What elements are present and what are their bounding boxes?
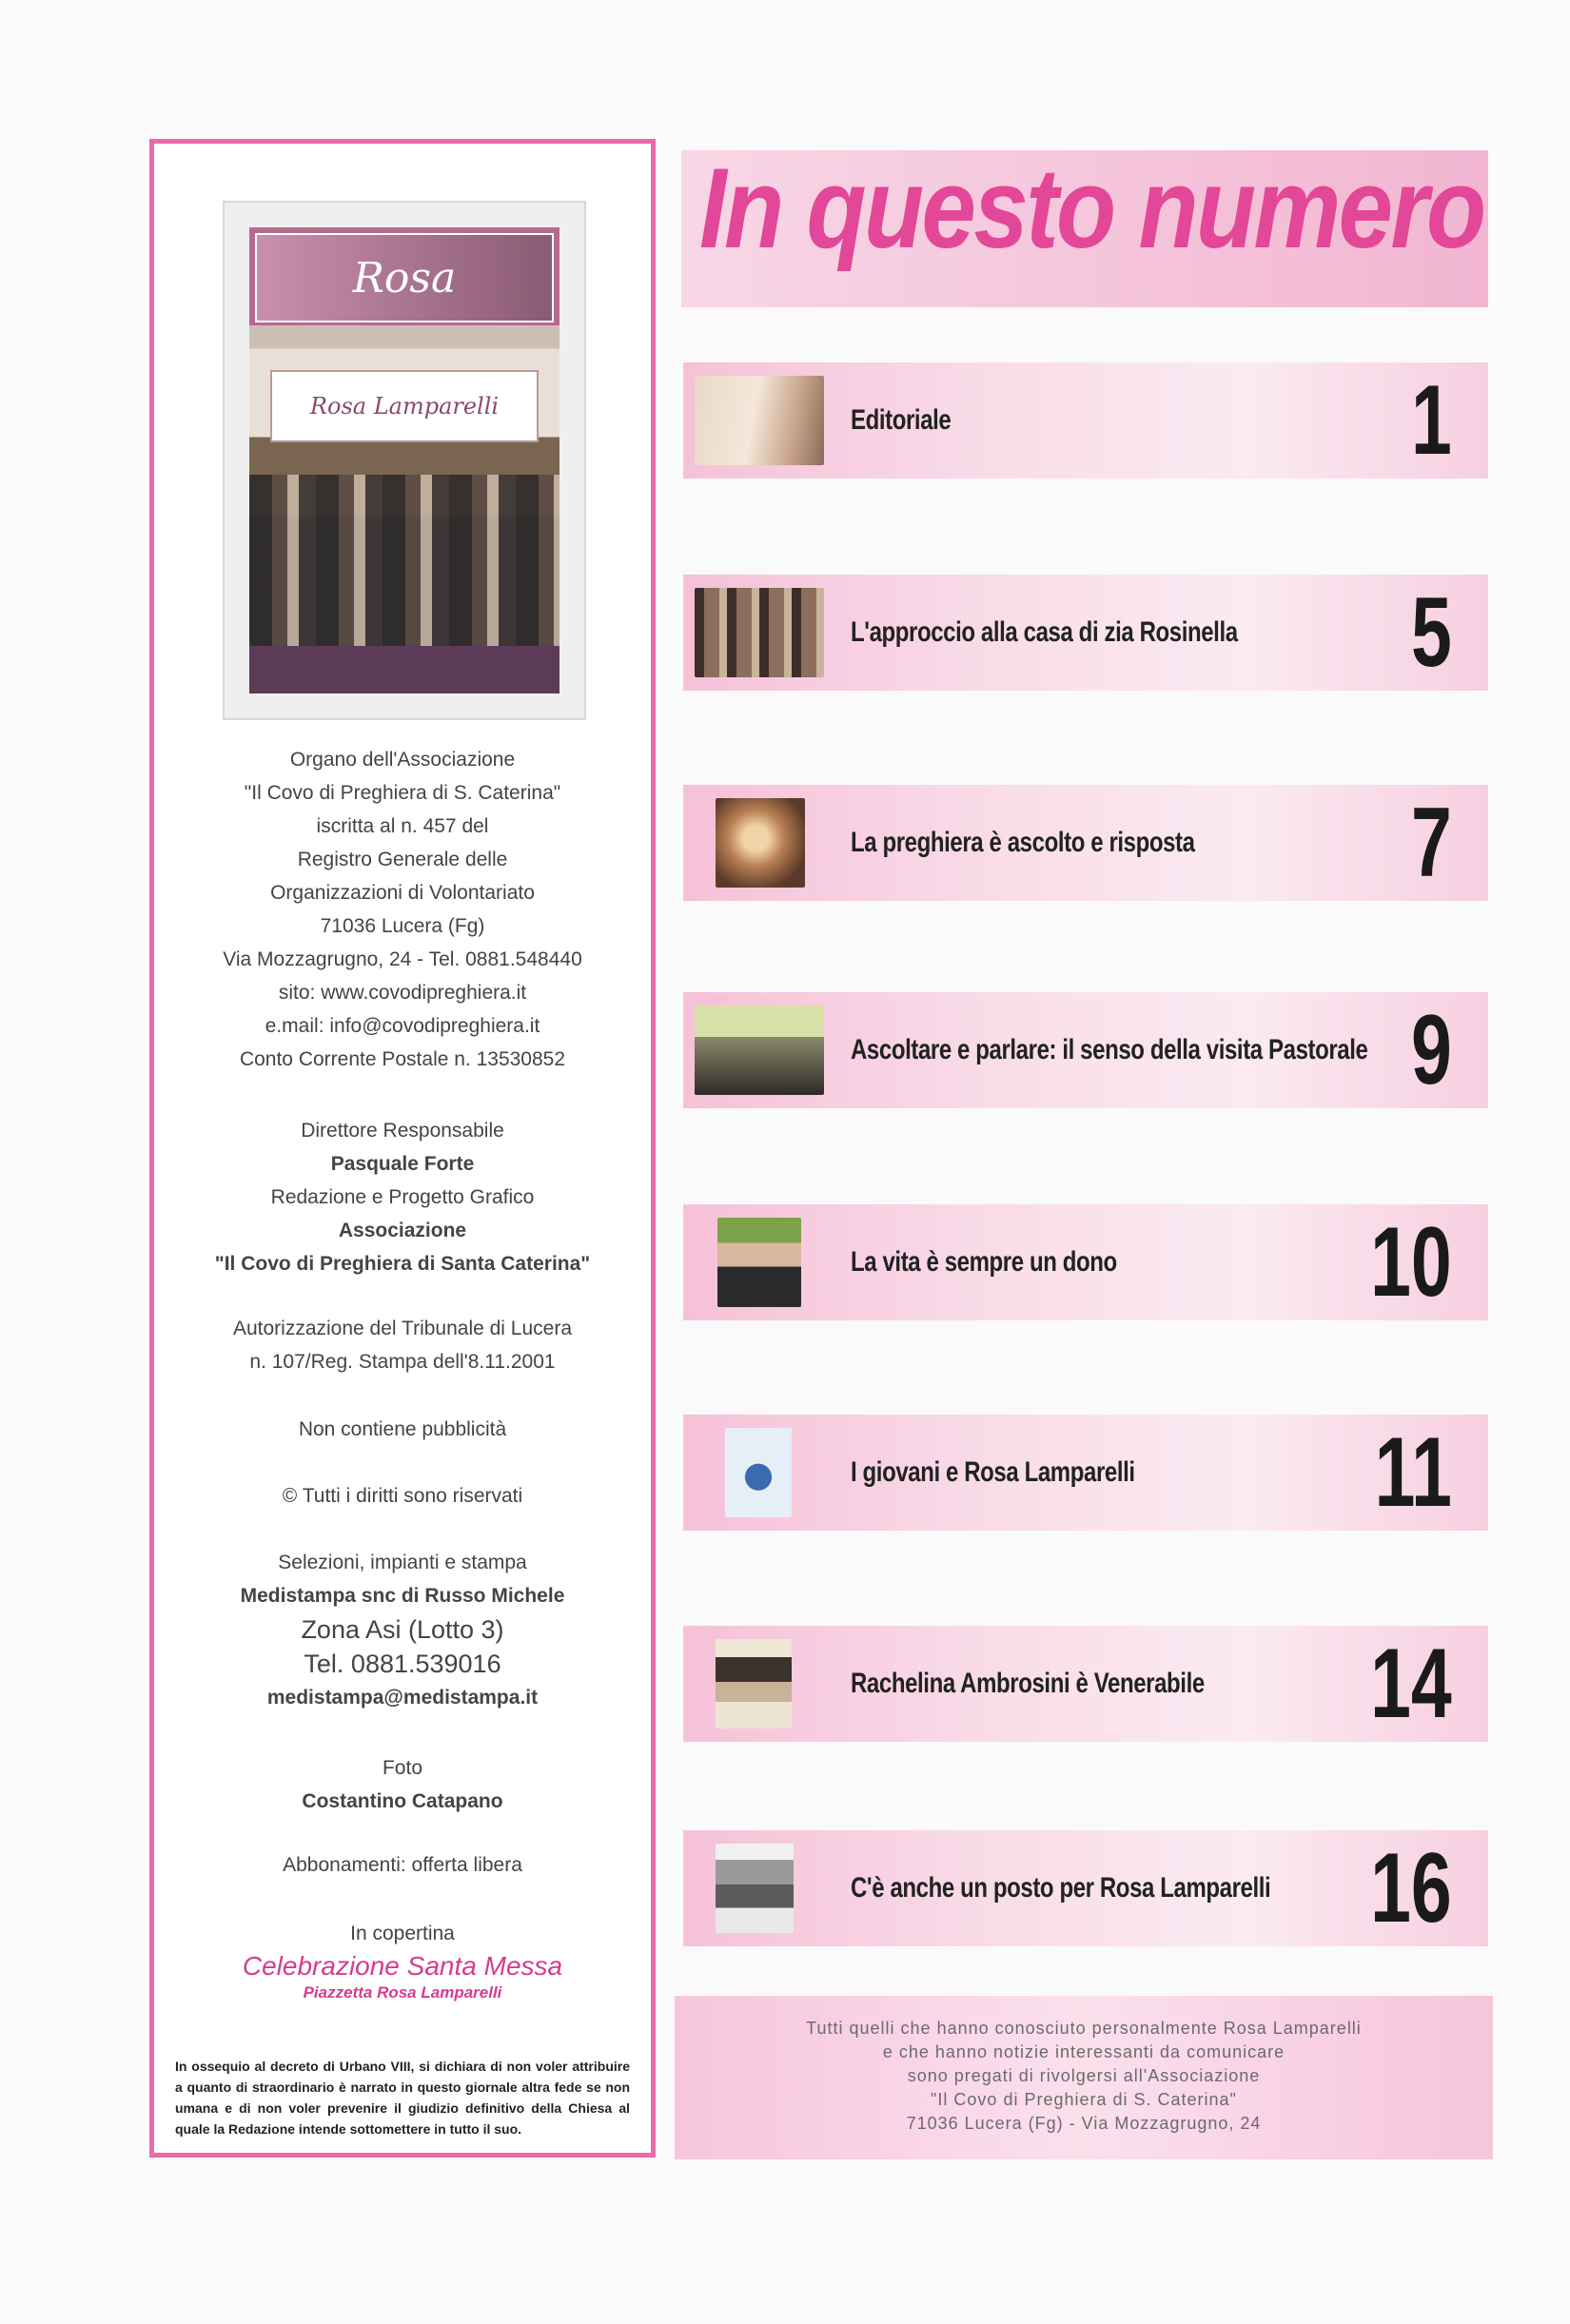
toc-title: Ascoltare e parlare: il senso della visita Pastorale [851,1034,1368,1065]
page-title: In questo numero [699,145,1484,272]
toc-entry-posto-rosa[interactable] [683,1830,1488,1946]
cover-artwork [249,227,559,693]
toc-entry-editoriale[interactable] [683,362,1488,478]
org-line: 71036 Lucera (Fg) [320,915,485,937]
cover-credit [154,1917,651,2003]
article-thumbnail [716,798,805,888]
toc-entry-visita-pastorale[interactable] [683,992,1488,1108]
toc-title: Editoriale [851,404,952,436]
toc-title: C'è anche un posto per Rosa Lamparelli [851,1872,1271,1904]
contact-text [675,1996,1493,2136]
photo-name: Costantino Catapano [302,1790,503,1812]
printing-label: Selezioni, impianti e stampa [278,1552,527,1573]
disclaimer-text: In ossequio al decreto di Urbano VIII, si dichiara di non voler attribuire a quanto di straordinario è narrato in questo giornale altra fede se non umana e di non voler prevenire il giudizio definitivo della Chiesa al quale la Redazione intende sottomettere in tutto il suo. [175,2059,630,2137]
contact-line: "Il Covo di Preghiera di S. Caterina" [931,2090,1237,2109]
cover-banner: Rosa Lamparelli [270,370,539,442]
org-line: Organizzazioni di Volontariato [270,882,535,904]
subscription-note [154,1848,651,1882]
article-thumbnail [695,588,824,677]
cover-subtitle: Piazzetta Rosa Lamparelli [303,1983,502,2002]
toc-entry-preghiera[interactable] [683,785,1488,901]
rights-note [154,1479,651,1513]
contact-line: 71036 Lucera (Fg) - Via Mozzagrugno, 24 [906,2114,1262,2133]
toc-page-number: 7 [1411,788,1452,898]
toc-page-number: 16 [1370,1833,1452,1943]
article-thumbnail [725,1428,792,1517]
org-line: Via Mozzagrugno, 24 - Tel. 0881.548440 [223,948,582,970]
organization-info [154,743,651,1076]
director-name: Pasquale Forte [330,1153,475,1175]
toc-entry-giovani[interactable] [683,1415,1488,1531]
contact-line: sono pregati di rivolgersi all'Associazione [907,2066,1261,2085]
photo-label: Foto [382,1757,423,1779]
printer-address: Zona Asi (Lotto 3) [301,1615,504,1644]
toc-page-number: 11 [1374,1417,1452,1528]
magazine-cover-image [223,201,586,720]
toc-title: La vita è sempre un dono [851,1246,1117,1278]
printing-info [154,1546,651,1714]
subscription-text: Abbonamenti: offerta libera [283,1854,522,1876]
colophon-box [149,139,656,2158]
printer-tel: Tel. 0881.539016 [304,1650,501,1678]
org-line: iscritta al n. 457 del [316,815,489,837]
printer-name: Medistampa snc di Russo Michele [240,1585,565,1607]
cover-title: Celebrazione Santa Messa [242,1951,563,1981]
cover-masthead: Rosa [255,233,554,322]
toc-entry-rachelina[interactable] [683,1626,1488,1742]
toc-title: Rachelina Ambrosini è Venerabile [851,1668,1205,1699]
toc-entry-approccio[interactable] [683,575,1488,691]
toc-entry-vita-dono[interactable] [683,1204,1488,1320]
no-ads-text: Non contiene pubblicità [298,1418,507,1440]
org-line: "Il Covo di Preghiera di S. Caterina" [244,782,561,804]
org-website: sito: www.covodipreghiera.it [278,982,527,1004]
toc-title: I giovani e Rosa Lamparelli [851,1456,1135,1488]
toc-page-number: 10 [1370,1207,1452,1318]
cover-caption-strip [249,646,559,693]
contact-line: Tutti quelli che hanno conosciuto personalmente Rosa Lamparelli [806,2019,1362,2038]
toc-page-number: 1 [1411,365,1452,476]
editorial-org-name: "Il Covo di Preghiera di Santa Caterina" [214,1253,591,1275]
org-postal-account: Conto Corrente Postale n. 13530852 [239,1048,566,1070]
toc-page-number: 5 [1411,577,1452,688]
editorial-label: Redazione e Progetto Grafico [270,1186,535,1208]
contact-line: e che hanno notizie interessanti da comunicare [882,2042,1285,2061]
authorization-info [154,1312,651,1378]
director-label: Direttore Responsabile [301,1120,504,1142]
toc-page-number: 9 [1411,995,1452,1105]
article-thumbnail [716,1844,794,1933]
org-email: e.mail: info@covodipreghiera.it [265,1015,540,1037]
toc-page-number: 14 [1370,1629,1452,1739]
staff-info [154,1114,651,1280]
editorial-org: Associazione [338,1220,467,1241]
authorization-line: n. 107/Reg. Stampa dell'8.11.2001 [249,1351,556,1373]
printer-email: medistampa@medistampa.it [266,1687,539,1709]
article-thumbnail [695,1006,824,1095]
org-line: Registro Generale delle [297,849,508,870]
cover-label: In copertina [350,1923,455,1944]
photo-credit [154,1751,651,1818]
no-ads-note [154,1413,651,1446]
cover-photo-crowd [249,475,559,646]
toc-title: La preghiera è ascolto e risposta [851,827,1195,858]
article-thumbnail [695,376,824,465]
article-thumbnail [717,1218,801,1307]
toc-title: L'approccio alla casa di zia Rosinella [851,616,1238,648]
org-line: Organo dell'Associazione [289,749,516,771]
rights-text: © Tutti i diritti sono riservati [282,1485,523,1507]
contact-notice [675,1996,1493,2159]
article-thumbnail [716,1639,792,1728]
authorization-line: Autorizzazione del Tribunale di Lucera [232,1318,573,1339]
